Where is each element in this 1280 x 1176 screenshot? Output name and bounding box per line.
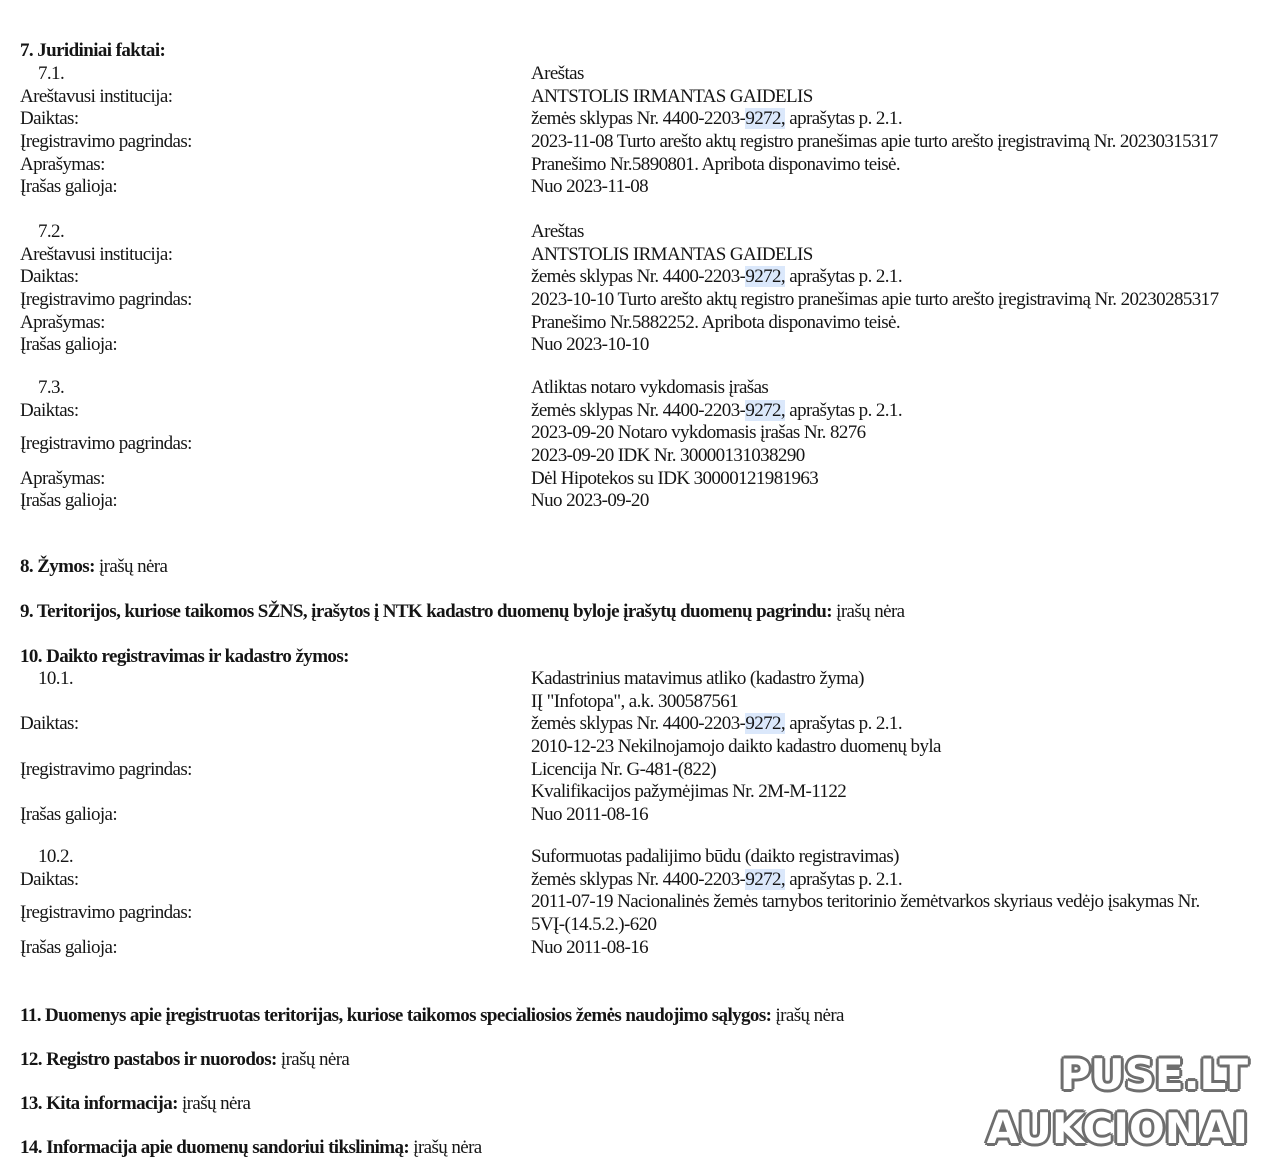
section-9-title: 9. Teritorijos, kuriose taikomos SŽNS, įrašytos į NTK kadastro duomenų byloje įrašytų duomenų pagrindu: bbox=[20, 601, 832, 622]
object-value: žemės sklypas Nr. 4400-2203-9272, aprašytas p. 2.1. bbox=[531, 713, 902, 735]
section-13-heading bbox=[20, 1093, 250, 1116]
institution-label: Areštavusi institucija: bbox=[20, 85, 173, 107]
basis-value-line-2: 5VĮ-(14.5.2.)-620 bbox=[531, 914, 657, 936]
description-value: Pranešimo Nr.5890801. Apribota disponavimo teisė. bbox=[531, 153, 901, 175]
institution-value: ANTSTOLIS IRMANTAS GAIDELIS bbox=[531, 85, 813, 107]
object-value: žemės sklypas Nr. 4400-2203-9272, aprašytas p. 2.1. bbox=[531, 266, 902, 288]
valid-value: Nuo 2011-08-16 bbox=[531, 804, 649, 826]
record-type: Kadastrinius matavimus atliko (kadastro žyma) bbox=[531, 668, 864, 689]
section-11-title: 11. Duomenys apie įregistruotas teritorijas, kuriose taikomos specialiosios žemės naudojimo sąlygos: bbox=[20, 1005, 772, 1026]
basis-value: 2023-11-08 Turto arešto aktų registro pranešimas apie turto arešto įregistravimą Nr. 20230315317 bbox=[531, 131, 1218, 153]
section-14-title: 14. Informacija apie duomenų sandoriui tikslinimą: bbox=[20, 1137, 410, 1158]
basis-value-line-1: 2023-09-20 Notaro vykdomasis įrašas Nr. 8276 bbox=[531, 422, 866, 444]
section-11-heading bbox=[20, 1005, 844, 1028]
record-10-2 bbox=[0, 846, 1280, 959]
record-type: Suformuotas padalijimo būdu (daikto registravimas) bbox=[531, 846, 899, 867]
record-number: 7.1. bbox=[38, 63, 65, 84]
record-number: 10.2. bbox=[38, 846, 74, 867]
section-14-heading bbox=[20, 1137, 482, 1160]
highlighted-plot-number: 9272, bbox=[745, 108, 786, 130]
valid-label: Įrašas galioja: bbox=[20, 804, 118, 826]
highlighted-plot-number: 9272, bbox=[745, 868, 786, 890]
section-9-value: įrašų nėra bbox=[836, 601, 905, 622]
section-13-value: įrašų nėra bbox=[182, 1093, 251, 1114]
description-label: Aprašymas: bbox=[20, 311, 105, 333]
record-number: 7.3. bbox=[38, 377, 65, 398]
object-label: Daiktas: bbox=[20, 713, 79, 735]
institution-label: Areštavusi institucija: bbox=[20, 243, 173, 265]
basis-value: 2023-10-10 Turto arešto aktų registro pranešimas apie turto arešto įregistravimą Nr. 20230285317 bbox=[531, 289, 1219, 311]
section-12-value: įrašų nėra bbox=[280, 1049, 350, 1070]
object-value: žemės sklypas Nr. 4400-2203-9272, aprašytas p. 2.1. bbox=[531, 108, 902, 130]
section-12-heading bbox=[20, 1049, 349, 1072]
record-number: 10.1. bbox=[38, 668, 74, 689]
object-label: Daiktas: bbox=[20, 399, 79, 421]
section-14-value: įrašų nėra bbox=[413, 1137, 482, 1158]
highlighted-plot-number: 9272, bbox=[745, 266, 786, 288]
description-label: Aprašymas: bbox=[20, 153, 105, 175]
record-number: 7.2. bbox=[38, 221, 65, 242]
record-7-3 bbox=[0, 377, 1280, 513]
section-11-value: įrašų nėra bbox=[775, 1005, 844, 1026]
basis-value-line-1: 2010-12-23 Nekilnojamojo daikto kadastro duomenų byla bbox=[531, 736, 941, 758]
institution-value: ANTSTOLIS IRMANTAS GAIDELIS bbox=[531, 243, 813, 265]
record-type: Areštas bbox=[531, 221, 584, 242]
basis-label: Įregistravimo pagrindas: bbox=[20, 758, 192, 780]
record-type: Areštas bbox=[531, 63, 584, 84]
watermark-line-2: AUKCIONAI bbox=[986, 1104, 1248, 1153]
watermark-line-1: PUSE.LT bbox=[1059, 1050, 1248, 1099]
valid-value: Nuo 2023-11-08 bbox=[531, 176, 649, 198]
record-10-1 bbox=[0, 668, 1280, 827]
highlighted-plot-number: 9272, bbox=[745, 713, 786, 735]
basis-value-line-3: Kvalifikacijos pažymėjimas Nr. 2M-M-1122 bbox=[531, 781, 847, 803]
object-label: Daiktas: bbox=[20, 266, 79, 288]
record-type: Atliktas notaro vykdomasis įrašas bbox=[531, 377, 769, 398]
object-label: Daiktas: bbox=[20, 868, 79, 890]
object-value: žemės sklypas Nr. 4400-2203-9272, aprašytas p. 2.1. bbox=[531, 868, 902, 890]
section-7-title: 7. Juridiniai faktai: bbox=[20, 40, 166, 61]
valid-value: Nuo 2023-10-10 bbox=[531, 334, 649, 356]
basis-value-line-2: 2023-09-20 IDK Nr. 30000131038290 bbox=[531, 445, 805, 467]
description-label: Aprašymas: bbox=[20, 467, 105, 489]
description-value: Pranešimo Nr.5882252. Apribota disponavimo teisė. bbox=[531, 311, 901, 333]
highlighted-plot-number: 9272, bbox=[745, 399, 786, 421]
basis-label: Įregistravimo pagrindas: bbox=[20, 902, 192, 924]
section-13-title: 13. Kita informacija: bbox=[20, 1093, 178, 1114]
object-value: žemės sklypas Nr. 4400-2203-9272, aprašytas p. 2.1. bbox=[531, 399, 902, 421]
section-8-value: įrašų nėra bbox=[98, 556, 168, 577]
valid-label: Įrašas galioja: bbox=[20, 490, 118, 512]
basis-value-line-1: 2011-07-19 Nacionalinės žemės tarnybos teritorinio žemėtvarkos skyriaus vedėjo įsakymas Nr. bbox=[531, 891, 1200, 913]
record-type-line-2: IĮ "Infotopa", a.k. 300587561 bbox=[531, 690, 739, 712]
basis-label: Įregistravimo pagrindas: bbox=[20, 433, 192, 455]
valid-label: Įrašas galioja: bbox=[20, 176, 118, 198]
section-8-title: 8. Žymos: bbox=[20, 556, 95, 577]
valid-label: Įrašas galioja: bbox=[20, 936, 118, 958]
record-7-2 bbox=[0, 221, 1280, 357]
section-10-title: 10. Daikto registravimas ir kadastro žymos: bbox=[20, 646, 349, 667]
basis-label: Įregistravimo pagrindas: bbox=[20, 289, 192, 311]
valid-label: Įrašas galioja: bbox=[20, 334, 118, 356]
section-12-title: 12. Registro pastabos ir nuorodos: bbox=[20, 1049, 277, 1070]
record-7-1 bbox=[0, 63, 1280, 199]
basis-value-line-2: Licencija Nr. G-481-(822) bbox=[531, 758, 716, 780]
valid-value: Nuo 2011-08-16 bbox=[531, 936, 649, 958]
section-10-heading bbox=[20, 646, 349, 669]
section-7-heading bbox=[20, 40, 165, 63]
description-value: Dėl Hipotekos su IDK 30000121981963 bbox=[531, 467, 819, 489]
section-9-heading bbox=[20, 601, 905, 624]
object-label: Daiktas: bbox=[20, 108, 79, 130]
basis-label: Įregistravimo pagrindas: bbox=[20, 131, 192, 153]
section-8-heading bbox=[20, 556, 167, 579]
valid-value: Nuo 2023-09-20 bbox=[531, 490, 649, 512]
